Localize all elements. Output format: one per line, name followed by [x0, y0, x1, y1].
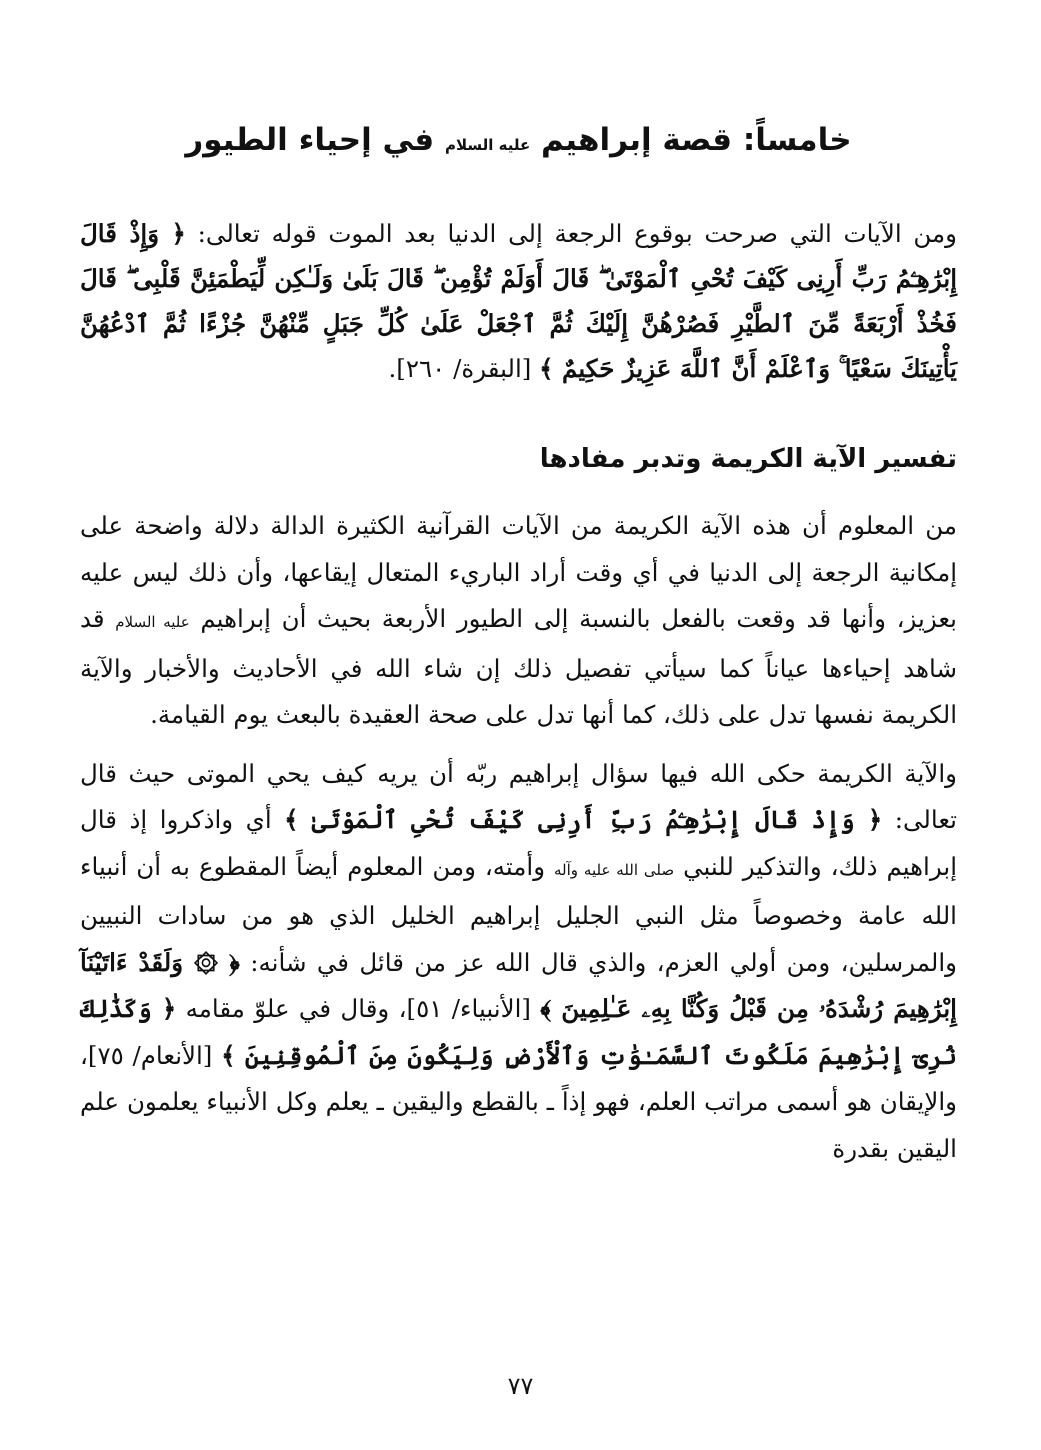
paragraph-1-text-a: من المعلوم أن هذه الآية الكريمة من الآيات القرآنية الكثيرة الدالة دلالة واضحة على إمكانية الرجعة إلى الدنيا في أي وقت أراد الباريء المتعال إيقاعها، وأن ذلك ليس عليه بعزيز، وأنها قد وقعت بالفعل بالنسبة إلى الطيور الأربعة بحيث أن إبراهيم [80, 511, 957, 633]
intro-paragraph [80, 211, 957, 391]
title-part-1: خامساً: قصة إبراهيم [540, 122, 852, 158]
honorific-symbol: صلى الله عليه وآله [554, 860, 675, 879]
paragraph-2-text-5: والإيقان هو أسمى مراتب العلم، فهو إذاً ـ بالقطع واليقين ـ يعلم وكل الأنبياء يعلمون علم اليقين بقدرة [80, 1087, 957, 1163]
quran-verse: ﴿ وَإِذْ قَالَ إِبْرَٰهِـۧمُ رَبِّ أَرِنِى كَيْفَ تُحْىِ ٱلْمَوْتَىٰ ۖ قَالَ أَوَلَمْ تُؤْمِن ۖ قَالَ بَلَىٰ وَلَـٰكِن لِّيَطْمَئِنَّ قَلْبِى ۖ قَالَ فَخُذْ أَرْبَعَةً مِّنَ ٱلطَّيْرِ فَصُرْهُنَّ إِلَيْكَ ثُمَّ ٱجْعَلْ عَلَىٰ كُلِّ جَبَلٍ مِّنْهُنَّ جُزْءًا ثُمَّ ٱدْعُهُنَّ يَأْتِينَكَ سَعْيًا ۚ وَٱعْلَمْ أَنَّ ٱللَّهَ عَزِيزٌ حَكِيمٌ ﴾ [80, 219, 957, 383]
verse-reference: [الأنبياء/ ٥١]، [398, 994, 531, 1023]
paragraph-2-text-4: وقال في علوّ مقامه [185, 994, 390, 1023]
section-heading: تفسير الآية الكريمة وتدبر مفادها [539, 444, 957, 474]
page-number: ٧٧ [507, 1372, 534, 1400]
paragraph-1 [80, 503, 957, 739]
quran-verse: ﴿ وَإِذْ قَالَ إِبْرَٰهِـۧمُ رَبِّ أَرِنِى كَيْفَ تُحْىِ ٱلْمَوْتَىٰ ﴾ [284, 805, 883, 834]
quran-verse: ﴿ وَكَذَٰلِكَ نُرِىٓ إِبْرَٰهِيمَ مَلَكُوتَ ٱلسَّمَـٰوَٰتِ وَٱلْأَرْضِ وَلِيَكُونَ مِنَ ٱلْمُوقِنِينَ ﴾ [80, 994, 958, 1070]
quran-verse: ﴿ ۞ وَلَقَدْ ءَاتَيْنَآ إِبْرَٰهِيمَ رُشْدَهُۥ مِن قَبْلُ وَكُنَّا بِهِۦ عَـٰلِمِينَ ﴾ [80, 947, 957, 1023]
paragraph-1-text-b: قد شاهد إحياءها عياناً كما سيأتي تفصيل ذلك إن شاء الله في الأحاديث والأخبار والآية الكريمة نفسها تدل على ذلك، كما أنها تدل على صحة العقيدة بالبعث يوم القيامة. [80, 604, 957, 729]
verse-reference: [البقرة/ ٢٦٠]. [388, 354, 532, 383]
paragraph-2-text-3: وأمته، ومن المعلوم أيضاً المقطوع به أن أنبياء الله عامة وخصوصاً مثل النبي الجليل إبراهيم الخليل الذي هو من سادات النبيين والمرسلين، ومن أولي العزم، والذي قال الله عز من قائل في شأنه: [80, 851, 957, 977]
paragraph-2-text-1: والآية الكريمة حكى الله فيها سؤال إبراهيم ربّه أن يريه كيف يحي الموتى حيث قال تعالى: [80, 758, 957, 834]
intro-text: ومن الآيات التي صرحت بوقوع الرجعة إلى الدنيا بعد الموت قوله تعالى: [197, 219, 957, 248]
paragraph-2-text-2: أي واذكروا إذ قال إبراهيم ذلك، والتذكير للنبي [80, 805, 958, 881]
verse-reference: [الأنعام/ ٧٥]، [80, 1040, 213, 1070]
honorific-symbol: عليه السلام [115, 613, 190, 631]
page-title [80, 118, 957, 167]
honorific-symbol: عليه السلام [444, 136, 531, 154]
title-part-2: في إحياء الطيور [185, 122, 435, 158]
paragraph-2 [80, 751, 957, 1173]
